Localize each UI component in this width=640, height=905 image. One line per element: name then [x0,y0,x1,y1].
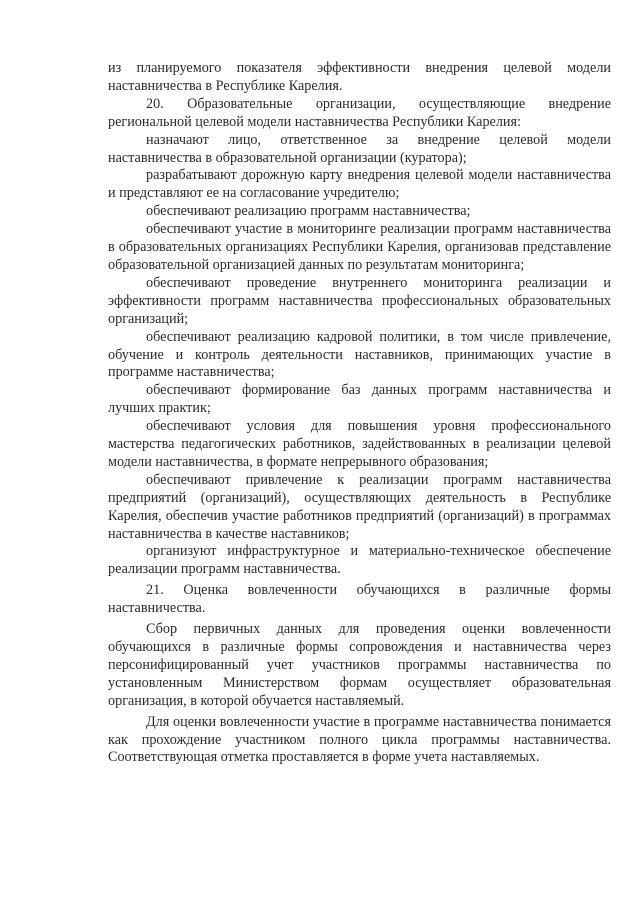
list-item-infrastructure: организуют инфраструктурное и материально-техническое обеспечение реализации программ наставничества. [108,543,611,578]
paragraph-item-20: 20. Образовательные организации, осуществляющие внедрение региональной целевой модели наставничества Республики Карелия: [108,95,611,130]
paragraph-evaluation: Для оценки вовлеченности участие в программе наставничества понимается как прохождение участником полного цикла программы наставничества. Соответствующая отметка проставляется в форме учета наставляемых. [108,713,611,766]
document-body [108,60,611,767]
list-item-curator: назначают лицо, ответственное за внедрение целевой модели наставничества в образовательной организации (куратора); [108,131,611,166]
list-item-personnel-policy: обеспечивают реализацию кадровой политики, в том числе привлечение, обучение и контроль деятельности наставников, принимающих участие в программе наставничества; [108,328,611,381]
paragraph-continuation: из планируемого показателя эффективности внедрения целевой модели наставничества в Республике Карелия. [108,60,611,94]
list-item-professional-skills: обеспечивают условия для повышения уровня профессионального мастерства педагогических работников, задействованных в реализации целевой модели наставничества, в формате непрерывного образования; [108,418,611,470]
list-item-enterprises: обеспечивают привлечение к реализации программ наставничества предприятий (организаций), осуществляющих деятельность в Республике Карелия, обеспечив участие работников предприятий (организаций) в программах наставничества в качестве наставников; [108,471,611,542]
list-item-internal-monitoring: обеспечивают проведение внутреннего мониторинга реализации и эффективности программ наставничества профессиональных образовательных организаций; [108,274,611,327]
list-item-databases: обеспечивают формирование баз данных программ наставничества и лучших практик; [108,382,611,417]
list-item-monitoring: обеспечивают участие в мониторинге реализации программ наставничества в образовательных организациях Республики Карелия, организовав представление образовательной организацией данных по результатам мониторинга; [108,221,611,273]
list-item-implementation: обеспечивают реализацию программ наставничества; [146,203,471,220]
paragraph-item-21: 21. Оценка вовлеченности обучающихся в различные формы наставничества. [108,582,611,617]
paragraph-data-collection: Сбор первичных данных для проведения оценки вовлеченности обучающихся в различные формы сопровождения и наставничества через персонифицированный учет участников программы наставничества по установленным Министерством формам осуществляет образовательная организация, в которой обучается наставляемый. [108,621,611,709]
list-item-roadmap: разрабатывают дорожную карту внедрения целевой модели наставничества и представляют ее на согласование учредителю; [108,167,611,202]
